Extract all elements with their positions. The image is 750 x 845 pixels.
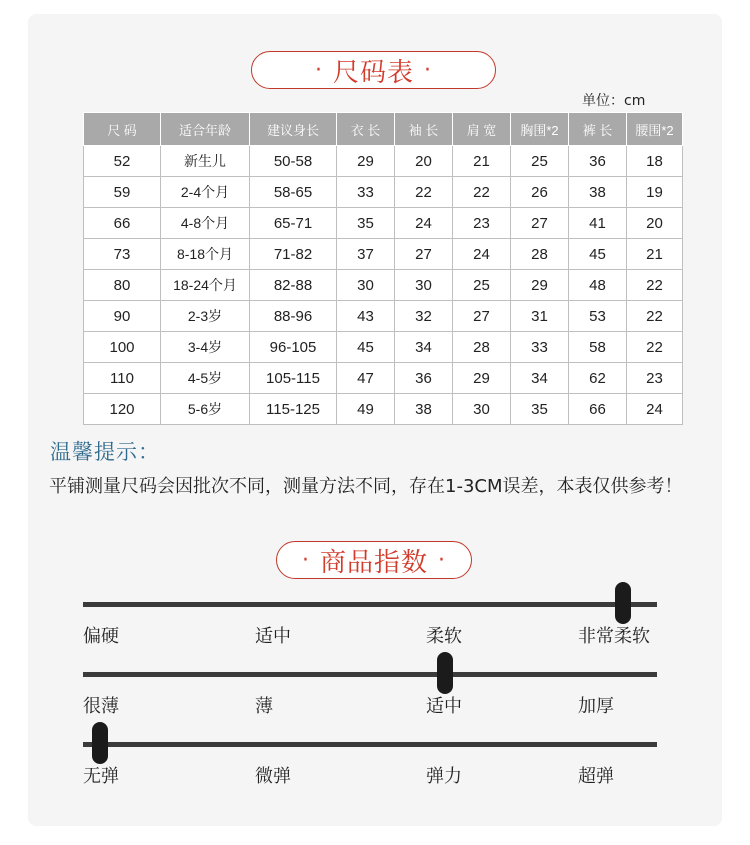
title-dot-left: · [301, 547, 310, 573]
table-cell: 105-115 [250, 363, 337, 394]
table-cell: 33 [337, 177, 395, 208]
tips-title: 温馨提示： [50, 440, 160, 464]
table-cell: 27 [511, 208, 569, 239]
table-row [84, 332, 683, 363]
table-header-row [84, 113, 683, 146]
table-cell: 31 [511, 301, 569, 332]
thickness-scale [83, 672, 657, 732]
table-header-cell: 适合年龄 [161, 113, 250, 146]
table-header-cell: 肩 宽 [453, 113, 511, 146]
table-row [84, 363, 683, 394]
table-cell: 52 [84, 146, 161, 177]
table-cell: 35 [511, 394, 569, 425]
table-cell: 5-6岁 [161, 394, 250, 425]
table-cell: 36 [569, 146, 627, 177]
table-cell: 22 [453, 177, 511, 208]
scale-label: 弹力 [426, 766, 462, 787]
scale-label: 偏硬 [83, 626, 119, 647]
scale-indicator-knob [92, 722, 108, 764]
table-row [84, 146, 683, 177]
table-row [84, 208, 683, 239]
table-cell: 29 [337, 146, 395, 177]
table-cell: 38 [569, 177, 627, 208]
table-cell: 30 [453, 394, 511, 425]
table-cell: 88-96 [250, 301, 337, 332]
table-cell: 73 [84, 239, 161, 270]
table-cell: 24 [395, 208, 453, 239]
table-cell: 新生儿 [161, 146, 250, 177]
scale-label: 适中 [426, 696, 462, 717]
title-dot-right: · [438, 547, 446, 573]
scale-indicator-knob [437, 652, 453, 694]
scale-label: 无弹 [83, 766, 119, 787]
table-cell: 36 [395, 363, 453, 394]
table-cell: 37 [337, 239, 395, 270]
table-row [84, 177, 683, 208]
table-cell: 24 [627, 394, 683, 425]
table-cell: 32 [395, 301, 453, 332]
table-cell: 82-88 [250, 270, 337, 301]
table-cell: 3-4岁 [161, 332, 250, 363]
table-cell: 8-18个月 [161, 239, 250, 270]
table-header-cell: 腰围*2 [627, 113, 683, 146]
table-cell: 115-125 [250, 394, 337, 425]
table-cell: 58-65 [250, 177, 337, 208]
table-cell: 18-24个月 [161, 270, 250, 301]
table-cell: 2-4个月 [161, 177, 250, 208]
table-cell: 27 [395, 239, 453, 270]
table-cell: 43 [337, 301, 395, 332]
table-cell: 29 [511, 270, 569, 301]
table-cell: 2-3岁 [161, 301, 250, 332]
table-cell: 58 [569, 332, 627, 363]
scale-label: 非常柔软 [578, 626, 650, 647]
tips-text: 平铺测量尺码会因批次不同，测量方法不同，存在1-3CM误差，本表仅供参考！ [49, 476, 683, 497]
scale-label: 薄 [255, 696, 273, 717]
table-cell: 27 [453, 301, 511, 332]
table-cell: 110 [84, 363, 161, 394]
table-header-cell: 建议身长 [250, 113, 337, 146]
table-cell: 29 [453, 363, 511, 394]
table-row [84, 394, 683, 425]
table-cell: 65-71 [250, 208, 337, 239]
table-cell: 24 [453, 239, 511, 270]
scale-label: 柔软 [426, 626, 462, 647]
table-cell: 28 [511, 239, 569, 270]
table-cell: 50-58 [250, 146, 337, 177]
scale-track [83, 672, 657, 677]
table-body [84, 146, 683, 425]
table-cell: 47 [337, 363, 395, 394]
scale-label: 超弹 [578, 766, 614, 787]
product-index-title: 商品指数 [319, 547, 428, 578]
table-header-cell: 胸围*2 [511, 113, 569, 146]
table-cell: 34 [511, 363, 569, 394]
table-header-cell: 尺 码 [84, 113, 161, 146]
scale-label: 很薄 [83, 696, 119, 717]
elasticity-scale [83, 742, 657, 802]
table-cell: 19 [627, 177, 683, 208]
scale-track [83, 602, 657, 607]
table-cell: 45 [337, 332, 395, 363]
table-cell: 23 [627, 363, 683, 394]
table-cell: 120 [84, 394, 161, 425]
size-chart-table [83, 112, 683, 425]
size-chart-title: 尺码表 [332, 57, 414, 88]
scale-label: 适中 [255, 626, 291, 647]
table-cell: 45 [569, 239, 627, 270]
table-cell: 66 [84, 208, 161, 239]
table-cell: 4-8个月 [161, 208, 250, 239]
size-chart-title-badge [251, 51, 496, 89]
table-cell: 21 [627, 239, 683, 270]
table-cell: 71-82 [250, 239, 337, 270]
table-cell: 26 [511, 177, 569, 208]
table-cell: 30 [395, 270, 453, 301]
table-cell: 23 [453, 208, 511, 239]
table-row [84, 270, 683, 301]
table-cell: 41 [569, 208, 627, 239]
table-cell: 100 [84, 332, 161, 363]
table-cell: 38 [395, 394, 453, 425]
table-cell: 30 [337, 270, 395, 301]
scale-indicator-knob [615, 582, 631, 624]
softness-scale [83, 602, 657, 662]
unit-label: 单位：cm [582, 93, 646, 109]
product-index-title-badge [276, 541, 472, 579]
table-cell: 22 [395, 177, 453, 208]
table-cell: 96-105 [250, 332, 337, 363]
table-row [84, 239, 683, 270]
scale-track [83, 742, 657, 747]
scale-label: 加厚 [578, 696, 614, 717]
table-cell: 28 [453, 332, 511, 363]
title-dot-left: · [314, 57, 323, 83]
table-cell: 33 [511, 332, 569, 363]
table-cell: 66 [569, 394, 627, 425]
table-header-cell: 裤 长 [569, 113, 627, 146]
table-cell: 35 [337, 208, 395, 239]
table-cell: 22 [627, 301, 683, 332]
table-cell: 20 [395, 146, 453, 177]
table-cell: 48 [569, 270, 627, 301]
table-cell: 59 [84, 177, 161, 208]
table-cell: 22 [627, 270, 683, 301]
table-cell: 20 [627, 208, 683, 239]
table-cell: 4-5岁 [161, 363, 250, 394]
table-cell: 25 [511, 146, 569, 177]
table-cell: 18 [627, 146, 683, 177]
table-header-cell: 衣 长 [337, 113, 395, 146]
title-dot-right: · [424, 57, 432, 83]
table-cell: 49 [337, 394, 395, 425]
table-cell: 34 [395, 332, 453, 363]
table-cell: 90 [84, 301, 161, 332]
table-header-cell: 袖 长 [395, 113, 453, 146]
table-cell: 80 [84, 270, 161, 301]
table-cell: 21 [453, 146, 511, 177]
table-cell: 22 [627, 332, 683, 363]
table-cell: 53 [569, 301, 627, 332]
scale-label: 微弹 [255, 766, 291, 787]
table-cell: 25 [453, 270, 511, 301]
table-cell: 62 [569, 363, 627, 394]
table-row [84, 301, 683, 332]
